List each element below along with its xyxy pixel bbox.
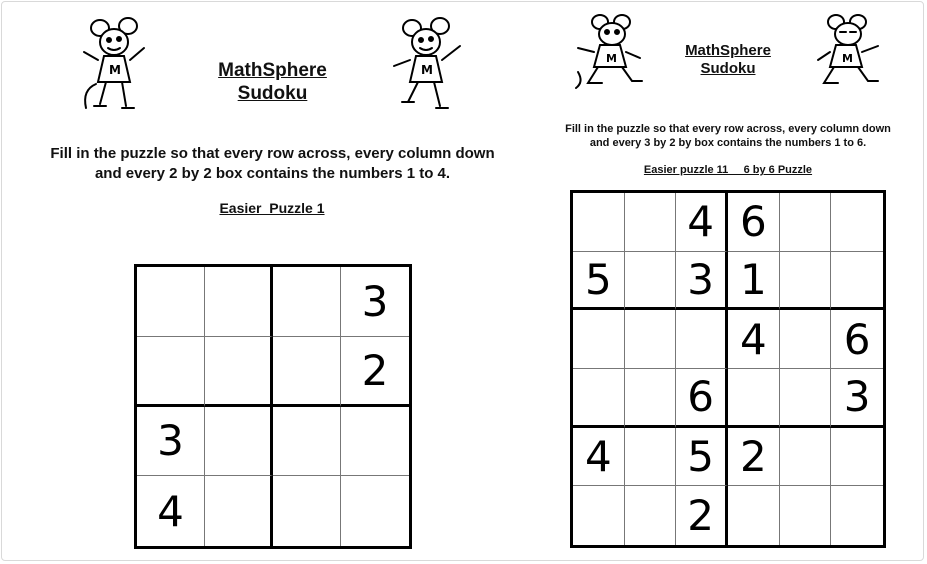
right-puzzle-label: Easier puzzle 11 6 by 6 Puzzle [643,164,813,176]
sudoku4-cell[interactable] [205,337,273,407]
sudoku6-cell[interactable] [625,486,677,545]
sudoku6-cell[interactable]: 4 [573,428,625,487]
sudoku6-cell[interactable] [780,252,832,311]
sudoku6-cell[interactable] [831,428,883,487]
sudoku6-cell[interactable] [780,486,832,545]
sudoku-grid-6x6 [570,190,886,548]
mascot-mouse-right-2 [806,12,892,92]
sudoku6-cell[interactable] [780,193,832,252]
sudoku6-cell[interactable] [728,486,780,545]
sudoku6-cell[interactable]: 6 [831,310,883,369]
sudoku4-cell[interactable] [273,267,341,337]
sudoku6-cell[interactable]: 5 [676,428,728,487]
left-title [200,60,345,106]
sudoku4-cell[interactable] [273,337,341,407]
sudoku6-cell[interactable]: 2 [728,428,780,487]
svg-text:M: M [606,52,617,65]
sudoku6-cell[interactable] [728,369,780,428]
right-instructions-line1: Fill in the puzzle so that every row across, every column down [565,123,891,135]
right-title [668,42,788,78]
sudoku6-cell[interactable] [573,193,625,252]
sudoku4-cell[interactable] [205,407,273,477]
sudoku4-cell[interactable] [341,476,409,546]
mascot-mouse-left-1 [78,14,158,120]
sudoku6-cell[interactable]: 4 [728,310,780,369]
sudoku-grid-4x4 [134,264,412,549]
sudoku4-cell[interactable] [205,476,273,546]
sudoku6-cell[interactable] [831,252,883,311]
left-puzzle-label: Easier Puzzle 1 [219,200,325,216]
sudoku4-cell[interactable]: 4 [137,476,205,546]
sudoku6-cell[interactable] [625,369,677,428]
right-title-line1: MathSphere [685,42,771,59]
sudoku6-cell[interactable]: 6 [728,193,780,252]
sudoku4-cell[interactable]: 3 [137,407,205,477]
right-instructions-line2: and every 3 by 2 by box contains the numbers 1 to 6. [589,137,867,150]
sudoku6-cell[interactable]: 3 [831,369,883,428]
left-instructions [20,144,525,183]
sudoku6-cell[interactable]: 2 [676,486,728,545]
sudoku6-cell[interactable]: 1 [728,252,780,311]
sudoku6-cell[interactable]: 6 [676,369,728,428]
sudoku4-cell[interactable] [137,337,205,407]
mascot-mouse-left-2 [388,14,468,120]
svg-text:M: M [421,63,433,77]
sudoku4-cell[interactable] [273,476,341,546]
sudoku4-cell[interactable] [341,407,409,477]
sudoku6-cell[interactable]: 5 [573,252,625,311]
sudoku6-cell[interactable] [625,193,677,252]
sudoku6-cell[interactable] [831,486,883,545]
sudoku6-cell[interactable] [625,310,677,369]
sudoku6-cell[interactable] [780,369,832,428]
sudoku6-cell[interactable] [625,428,677,487]
sudoku4-cell[interactable] [205,267,273,337]
sudoku4-cell[interactable]: 2 [341,337,409,407]
sudoku4-cell[interactable]: 3 [341,267,409,337]
right-instructions [538,122,918,151]
left-title-line1: MathSphere [218,60,327,81]
left-instructions-line1: Fill in the puzzle so that every row across, every column down [50,145,495,162]
left-instructions-line2: and every 2 by 2 box contains the numbers 1 to 4. [94,164,451,182]
svg-text:M: M [109,63,121,77]
sudoku6-cell[interactable] [573,486,625,545]
sudoku6-cell[interactable]: 4 [676,193,728,252]
sudoku6-cell[interactable] [780,310,832,369]
sudoku6-cell[interactable] [676,310,728,369]
sudoku6-cell[interactable] [831,193,883,252]
left-title-line2: Sudoku [237,82,308,104]
sudoku4-cell[interactable] [273,407,341,477]
right-title-line2: Sudoku [700,60,756,77]
svg-text:M: M [842,52,853,65]
sudoku6-cell[interactable] [780,428,832,487]
sudoku6-cell[interactable] [625,252,677,311]
sudoku6-cell[interactable] [573,369,625,428]
mascot-mouse-right-1 [570,12,656,92]
sudoku6-cell[interactable] [573,310,625,369]
sudoku4-cell[interactable] [137,267,205,337]
sudoku6-cell[interactable]: 3 [676,252,728,311]
